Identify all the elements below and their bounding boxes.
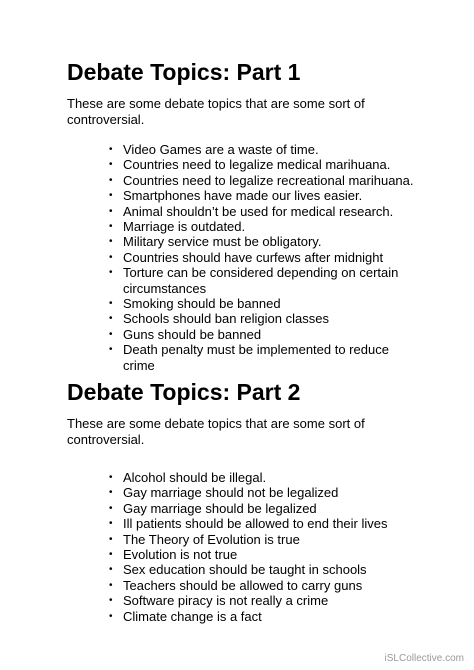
bullet-icon: •: [109, 472, 113, 483]
topic-text: Video Games are a waste of time.: [123, 142, 319, 157]
topic-item: [67, 204, 423, 219]
topic-text: Countries need to legalize recreational marihuana.: [123, 172, 414, 188]
topic-item: [67, 327, 423, 342]
bullet-icon: •: [109, 298, 113, 310]
bullet-icon: •: [109, 502, 113, 514]
topic-text: Smartphones have made our lives easier.: [123, 188, 363, 204]
topic-text: Torture can be considered depending on certain circumstances: [123, 265, 399, 296]
topic-item: [67, 593, 423, 608]
topic-item: [67, 342, 423, 373]
bullet-icon: •: [109, 595, 113, 607]
bullet-icon: •: [109, 533, 113, 545]
topic-item: [67, 157, 423, 172]
bullet-icon: •: [109, 221, 113, 233]
topic-item: [67, 501, 423, 516]
bullet-icon: •: [109, 328, 113, 340]
topic-text: Software piracy is not really a crime: [123, 593, 329, 609]
topic-item: [67, 485, 423, 500]
topic-item: [67, 516, 423, 531]
part-2-section: [67, 378, 447, 624]
bullet-icon: •: [109, 251, 113, 263]
topic-text: Schools should ban religion classes: [123, 311, 329, 327]
topic-text: Ill patients should be allowed to end their lives: [123, 516, 388, 532]
topic-text: Smoking should be banned: [123, 296, 281, 312]
bullet-icon: •: [109, 159, 113, 171]
bullet-icon: •: [109, 487, 113, 499]
bullet-icon: •: [109, 313, 113, 325]
topic-text: Evolution is not true: [123, 547, 238, 563]
bullet-icon: •: [109, 610, 113, 622]
topic-text: Countries should have curfews after midnight: [123, 249, 384, 265]
bullet-icon: •: [109, 236, 113, 248]
topic-text: Gay marriage should be legalized: [123, 500, 317, 516]
topic-text: Gay marriage should not be legalized: [123, 485, 339, 501]
part-1-intro: These are some debate topics that are some sort of controversial.: [67, 96, 365, 127]
bullet-icon: •: [109, 144, 113, 155]
bullet-icon: •: [109, 205, 113, 217]
part-1-section: [67, 58, 447, 373]
topic-item: [67, 173, 423, 188]
topic-item: [67, 250, 423, 265]
topic-text: Animal shouldn’t be used for medical research.: [123, 203, 394, 219]
topic-text: Death penalty must be implemented to reduce crime: [123, 342, 389, 373]
topic-text: Guns should be banned: [123, 326, 262, 342]
topic-text: Countries need to legalize medical marihuana.: [123, 157, 391, 173]
topic-item: [67, 547, 423, 562]
topic-text: Marriage is outdated.: [123, 219, 246, 235]
topic-item: [67, 578, 423, 593]
bullet-icon: •: [109, 344, 113, 356]
topic-text: Teachers should be allowed to carry guns: [123, 577, 363, 593]
topic-item: [67, 234, 423, 249]
topic-item: [67, 188, 423, 203]
part-2-title: Debate Topics: Part 2: [67, 379, 301, 405]
topic-item: [67, 311, 423, 326]
part-1-title: Debate Topics: Part 1: [67, 59, 301, 85]
part-2-topic-list: [67, 470, 447, 624]
topic-item: [67, 470, 423, 485]
bullet-icon: •: [109, 518, 113, 530]
bullet-icon: •: [109, 174, 113, 186]
topic-text: Military service must be obligatory.: [123, 234, 322, 250]
topic-item: [67, 265, 423, 296]
topic-item: [67, 296, 423, 311]
bullet-icon: •: [109, 579, 113, 591]
site-watermark: iSLCollective.com: [384, 653, 464, 664]
bullet-icon: •: [109, 190, 113, 202]
topic-item: [67, 219, 423, 234]
topic-text: Alcohol should be illegal.: [123, 470, 267, 485]
topic-item: [67, 142, 423, 157]
topic-item: [67, 562, 423, 577]
part-1-topic-list: [67, 142, 447, 373]
bullet-icon: •: [109, 549, 113, 561]
bullet-icon: •: [109, 267, 113, 279]
topic-item: [67, 532, 423, 547]
topic-text: Sex education should be taught in schools: [123, 562, 367, 578]
part-2-intro: These are some debate topics that are some sort of controversial.: [67, 416, 365, 447]
topic-text: Climate change is a fact: [123, 608, 262, 624]
topic-item: [67, 609, 423, 624]
bullet-icon: •: [109, 564, 113, 576]
topic-text: The Theory of Evolution is true: [123, 531, 300, 547]
